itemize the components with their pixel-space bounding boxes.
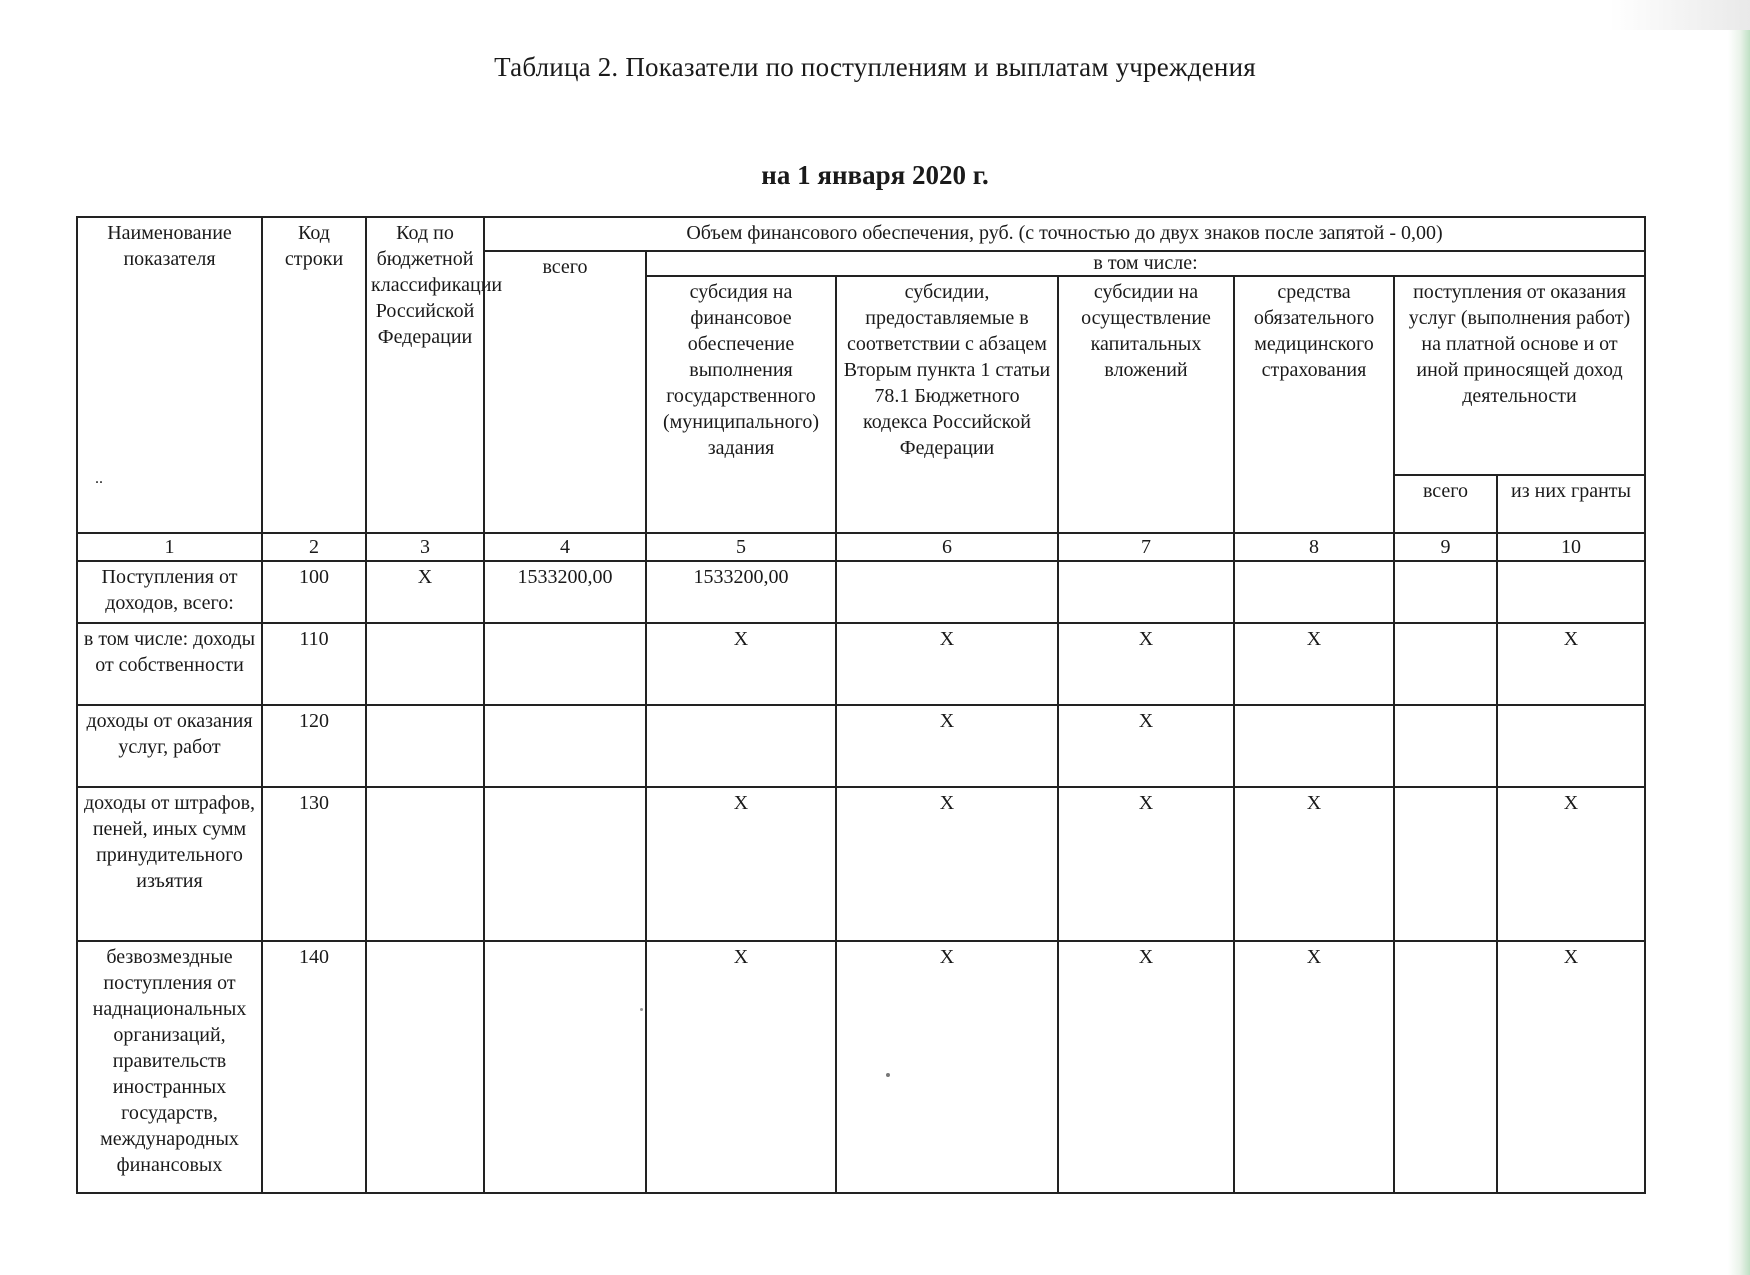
cell-oms: X bbox=[1234, 941, 1394, 1193]
col-num-7: 7 bbox=[1058, 533, 1234, 561]
cell-oms bbox=[1234, 561, 1394, 623]
cell-subsidy-capital: X bbox=[1058, 705, 1234, 787]
cell-oms: X bbox=[1234, 787, 1394, 941]
cell-subsidy-task: X bbox=[646, 787, 836, 941]
header-including: в том числе: bbox=[646, 251, 1645, 276]
cell-budget-code bbox=[366, 623, 484, 705]
cell-grants bbox=[1497, 561, 1645, 623]
scan-dots: .. bbox=[95, 470, 103, 487]
header-subsidy-capital: субсидии на осуществление капитальных вложений bbox=[1058, 276, 1234, 533]
cell-subsidy-78: X bbox=[836, 787, 1058, 941]
finance-table bbox=[76, 216, 1646, 1194]
header-oms: средства обязательного медицинского страхования bbox=[1234, 276, 1394, 533]
header-volume: Объем финансового обеспечения, руб. (с точностью до двух знаков после запятой - 0,00) bbox=[484, 217, 1645, 251]
cell-budget-code bbox=[366, 705, 484, 787]
header-paid-total: всего bbox=[1394, 475, 1497, 533]
cell-budget-code bbox=[366, 941, 484, 1193]
row-code: 120 bbox=[262, 705, 366, 787]
cell-total: 1533200,00 bbox=[484, 561, 646, 623]
header-budget-code: Код по бюджетной классификации Российской Федерации bbox=[366, 217, 484, 533]
cell-subsidy-task: X bbox=[646, 941, 836, 1193]
cell-paid-total bbox=[1394, 705, 1497, 787]
header-subsidy-78: субсидии, предоставляемые в соответствии с абзацем Вторым пункта 1 статьи 78.1 Бюджетного кодекса Российской Федерации bbox=[836, 276, 1058, 533]
col-num-2: 2 bbox=[262, 533, 366, 561]
cell-subsidy-capital bbox=[1058, 561, 1234, 623]
scan-corner-shadow bbox=[1610, 0, 1750, 30]
cell-total bbox=[484, 705, 646, 787]
cell-subsidy-78: X bbox=[836, 623, 1058, 705]
row-code: 130 bbox=[262, 787, 366, 941]
table-row bbox=[77, 623, 1645, 705]
header-grants: из них гранты bbox=[1497, 475, 1645, 533]
cell-paid-total bbox=[1394, 623, 1497, 705]
row-code: 140 bbox=[262, 941, 366, 1193]
scan-edge-shadow bbox=[1728, 0, 1750, 1275]
header-row-1 bbox=[77, 217, 1645, 251]
cell-grants: X bbox=[1497, 787, 1645, 941]
cell-total bbox=[484, 941, 646, 1193]
cell-subsidy-capital: X bbox=[1058, 787, 1234, 941]
cell-grants: X bbox=[1497, 623, 1645, 705]
cell-subsidy-78: X bbox=[836, 705, 1058, 787]
cell-paid-total bbox=[1394, 561, 1497, 623]
row-code: 110 bbox=[262, 623, 366, 705]
cell-total bbox=[484, 787, 646, 941]
cell-subsidy-capital: X bbox=[1058, 623, 1234, 705]
table-row bbox=[77, 787, 1645, 941]
col-num-10: 10 bbox=[1497, 533, 1645, 561]
header-subsidy-task: субсидия на финансовое обеспечение выполнения государственного (муниципального) задания bbox=[646, 276, 836, 533]
col-num-3: 3 bbox=[366, 533, 484, 561]
header-total: всего bbox=[484, 251, 646, 533]
cell-paid-total bbox=[1394, 941, 1497, 1193]
cell-subsidy-capital: X bbox=[1058, 941, 1234, 1193]
cell-oms: X bbox=[1234, 623, 1394, 705]
scan-speck bbox=[886, 1073, 890, 1077]
col-num-8: 8 bbox=[1234, 533, 1394, 561]
page-title: Таблица 2. Показатели по поступлениям и выплатам учреждения bbox=[494, 52, 1256, 82]
row-code: 100 bbox=[262, 561, 366, 623]
row-name: в том числе: доходы от собственности bbox=[77, 623, 262, 705]
col-num-6: 6 bbox=[836, 533, 1058, 561]
col-num-1: 1 bbox=[77, 533, 262, 561]
row-name: доходы от оказания услуг, работ bbox=[77, 705, 262, 787]
column-number-row bbox=[77, 533, 1645, 561]
cell-total bbox=[484, 623, 646, 705]
cell-subsidy-task: X bbox=[646, 623, 836, 705]
header-row-code: Код строки bbox=[262, 217, 366, 533]
cell-grants: X bbox=[1497, 941, 1645, 1193]
cell-paid-total bbox=[1394, 787, 1497, 941]
table-row bbox=[77, 561, 1645, 623]
table-row bbox=[77, 941, 1645, 1193]
cell-oms bbox=[1234, 705, 1394, 787]
cell-subsidy-task: 1533200,00 bbox=[646, 561, 836, 623]
header-name: Наименование показателя bbox=[77, 217, 262, 533]
page-subtitle: на 1 января 2020 г. bbox=[761, 160, 989, 190]
cell-subsidy-78 bbox=[836, 561, 1058, 623]
row-name: безвозмездные поступления от наднациональных организаций, правительств иностранных государств, международных финансовых bbox=[77, 941, 262, 1193]
table-row bbox=[77, 705, 1645, 787]
col-num-9: 9 bbox=[1394, 533, 1497, 561]
col-num-4: 4 bbox=[484, 533, 646, 561]
cell-subsidy-78: X bbox=[836, 941, 1058, 1193]
row-name: доходы от штрафов, пеней, иных сумм принудительного изъятия bbox=[77, 787, 262, 941]
cell-grants bbox=[1497, 705, 1645, 787]
col-num-5: 5 bbox=[646, 533, 836, 561]
header-paid-services: поступления от оказания услуг (выполнения работ) на платной основе и от иной приносящей доход деятельности bbox=[1394, 276, 1645, 475]
cell-budget-code bbox=[366, 787, 484, 941]
row-name: Поступления от доходов, всего: bbox=[77, 561, 262, 623]
cell-budget-code: X bbox=[366, 561, 484, 623]
scan-speck bbox=[640, 1008, 643, 1011]
cell-subsidy-task bbox=[646, 705, 836, 787]
